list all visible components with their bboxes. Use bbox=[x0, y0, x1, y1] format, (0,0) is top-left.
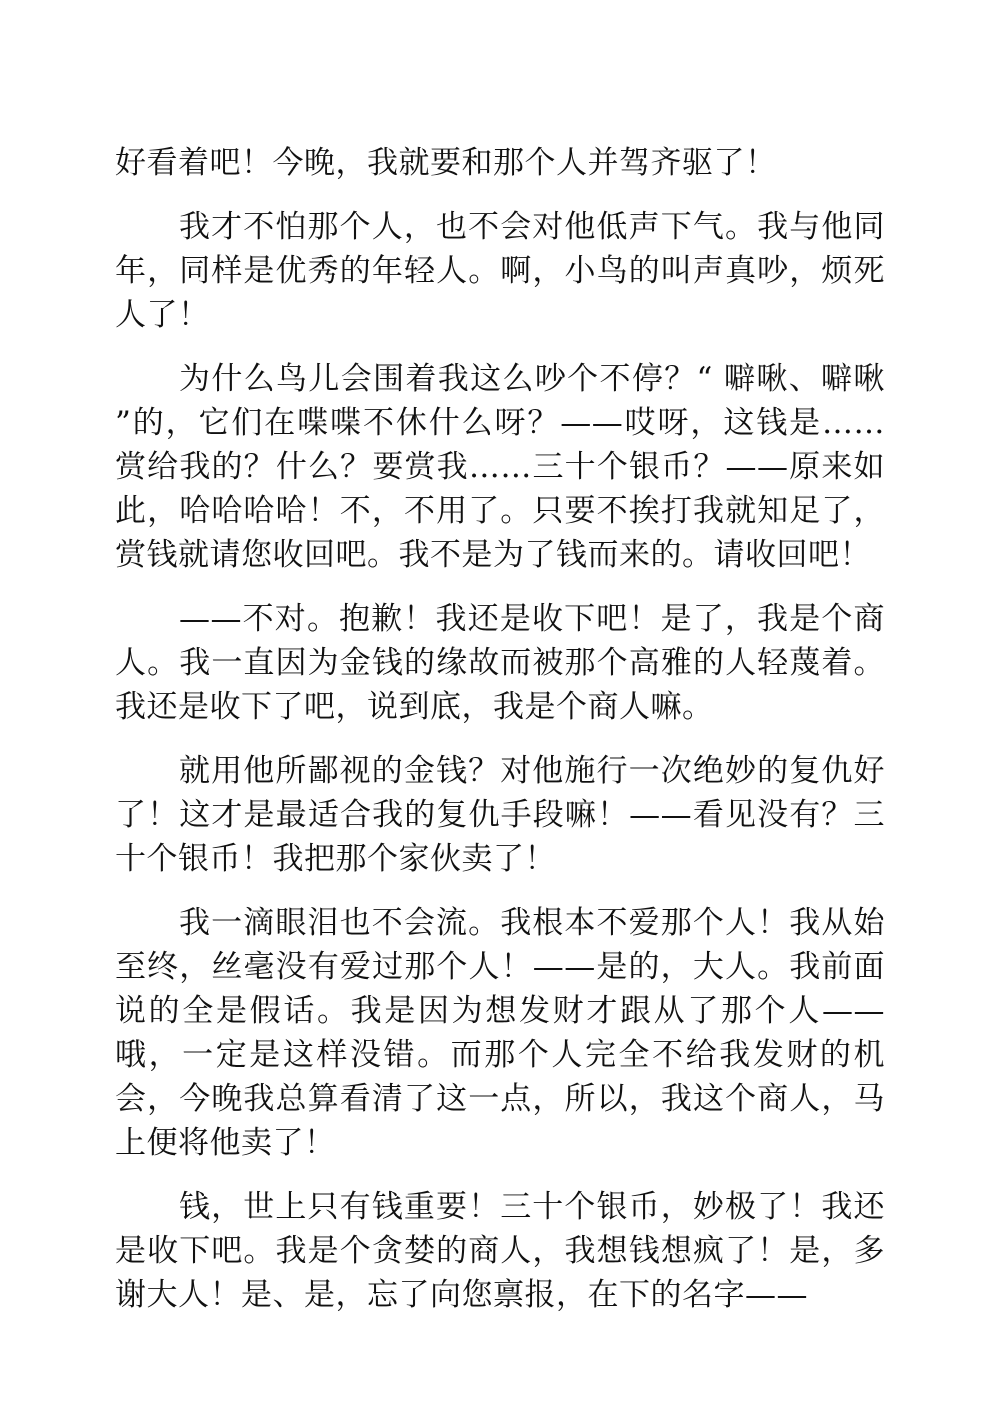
paragraph-3: 为什么鸟儿会围着我这么吵个不停？“ 噼啾、噼啾 ”的，它们在喋喋不休什么呀？——哎呀，这钱是……赏给我的？什么？要赏我……三十个银币？——原来如此，哈哈哈哈！不，不用了。只要不挨打我就知足了，赏钱就请您收回吧。我不是为了钱而来的。请收回吧！ bbox=[115, 361, 885, 573]
paragraph-1: 好看着吧！今晚，我就要和那个人并驾齐驱了！ bbox=[115, 145, 777, 181]
paragraph-2: 我才不怕那个人，也不会对他低声下气。我与他同年，同样是优秀的年轻人。啊，小鸟的叫声真吵，烦死人了！ bbox=[115, 209, 885, 333]
paragraph-6: 我一滴眼泪也不会流。我根本不爱那个人！我从始至终，丝毫没有爱过那个人！——是的，大人。我前面说的全是假话。我是因为想发财才跟从了那个人——哦，一定是这样没错。而那个人完全不给我发财的机会，今晚我总算看清了这一点，所以，我这个商人，马上便将他卖了！ bbox=[115, 905, 885, 1161]
body-text bbox=[115, 141, 885, 1337]
paragraph-7: 钱，世上只有钱重要！三十个银币，妙极了！我还是收下吧。我是个贪婪的商人，我想钱想疯了！是，多谢大人！是、是，忘了向您禀报，在下的名字—— bbox=[115, 1189, 885, 1313]
paragraph-5: 就用他所鄙视的金钱？对他施行一次绝妙的复仇好了！这才是最适合我的复仇手段嘛！——看见没有？三十个银币！我把那个家伙卖了！ bbox=[115, 753, 885, 877]
paragraph-4: ——不对。抱歉！我还是收下吧！是了，我是个商人。我一直因为金钱的缘故而被那个高雅的人轻蔑着。我还是收下了吧，说到底，我是个商人嘛。 bbox=[115, 601, 885, 725]
